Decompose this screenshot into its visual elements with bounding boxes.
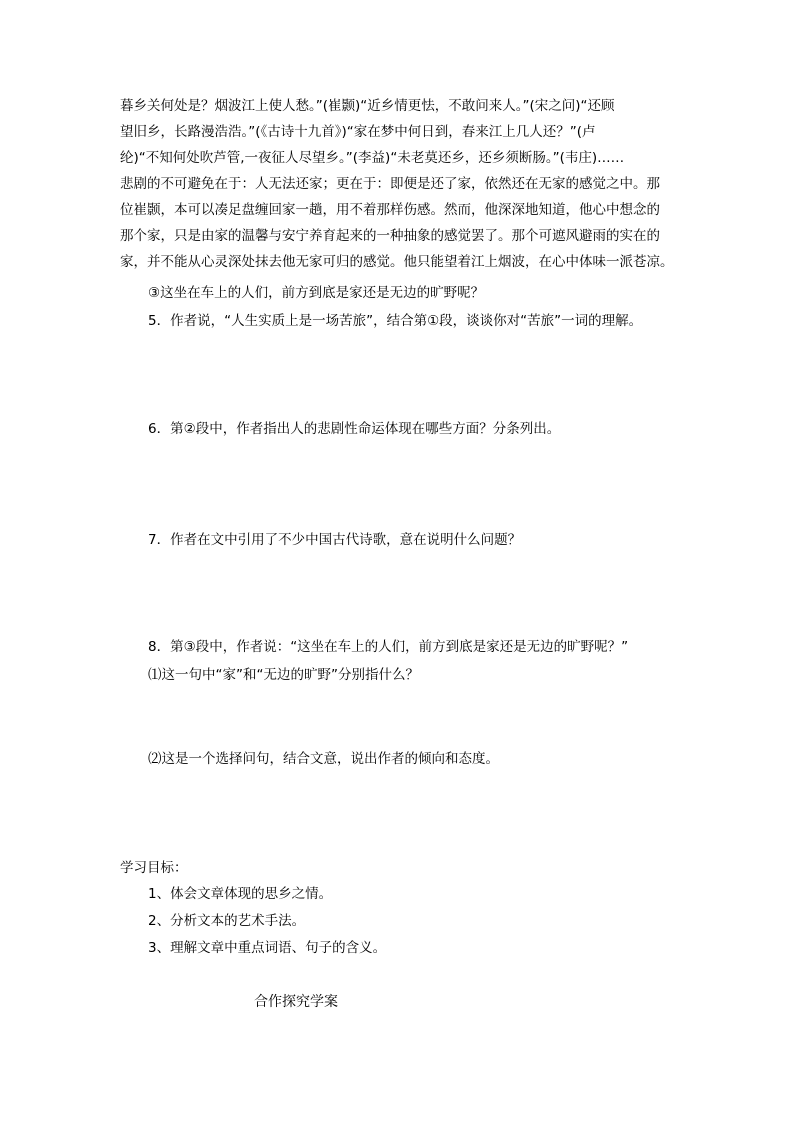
paragraph-line-4: 悲剧的不可避免在于：人无法还家；更在于：即便是还了家，依然还在无家的感觉之中。那 bbox=[120, 176, 660, 192]
question-5: 5．作者说，“人生实质上是一场苦旅”，结合第①段，谈谈你对“苦旅”一词的理解。 bbox=[148, 313, 643, 329]
question-8-part-1: ⑴这一句中“家”和“无边的旷野”分别指什么？ bbox=[148, 667, 419, 683]
third-paragraph: ③这坐在车上的人们，前方到底是家还是无边的旷野呢？ bbox=[148, 285, 485, 301]
paragraph-line-2: 望旧乡，长路漫浩浩。”(《古诗十九首》)“家在梦中何日到，春来江上几人还？”(卢 bbox=[120, 124, 596, 140]
learning-goal-item-2: 2、分析文本的艺术手法。 bbox=[148, 913, 306, 929]
learning-goal-item-1: 1、体会文章体现的思乡之情。 bbox=[148, 886, 333, 902]
question-8-part-2: ⑵这是一个选择问句，结合文意，说出作者的倾向和态度。 bbox=[148, 751, 499, 767]
question-6: 6．第②段中，作者指出人的悲剧性命运体现在哪些方面？分条列出。 bbox=[148, 421, 561, 437]
paragraph-line-1: 暮乡关何处是？烟波江上使人愁。”(崔颢)“近乡情更怯，不敢问来人。”(宋之问)“还顾 bbox=[120, 98, 615, 114]
question-7: 7．作者在文中引用了不少中国古代诗歌，意在说明什么问题？ bbox=[148, 532, 522, 548]
learning-goal-item-3: 3、理解文章中重点词语、句子的含义。 bbox=[148, 940, 387, 956]
paragraph-line-7: 家，并不能从心灵深处抹去他无家可归的感觉。他只能望着江上烟波，在心中体味一派苍凉。 bbox=[120, 254, 674, 270]
learning-goals-heading: 学习目标： bbox=[120, 860, 188, 876]
question-8: 8．第③段中，作者说：“这坐在车上的人们，前方到底是家还是无边的旷野呢？” bbox=[148, 639, 629, 655]
paragraph-line-5: 位崔颢，本可以凑足盘缠回家一趟，用不着那样伤感。然而，他深深地知道，他心中想念的 bbox=[120, 202, 660, 218]
paragraph-line-6: 那个家，只是由家的温馨与安宁养育起来的一种抽象的感觉罢了。那个可遮风避雨的实在的 bbox=[120, 228, 660, 244]
paragraph-line-3: 纶)“不知何处吹芦管,一夜征人尽望乡。”(李益)“未老莫还乡，还乡须断肠。”(韦庄)…… bbox=[120, 150, 625, 166]
section-title: 合作探究学案 bbox=[254, 994, 338, 1010]
